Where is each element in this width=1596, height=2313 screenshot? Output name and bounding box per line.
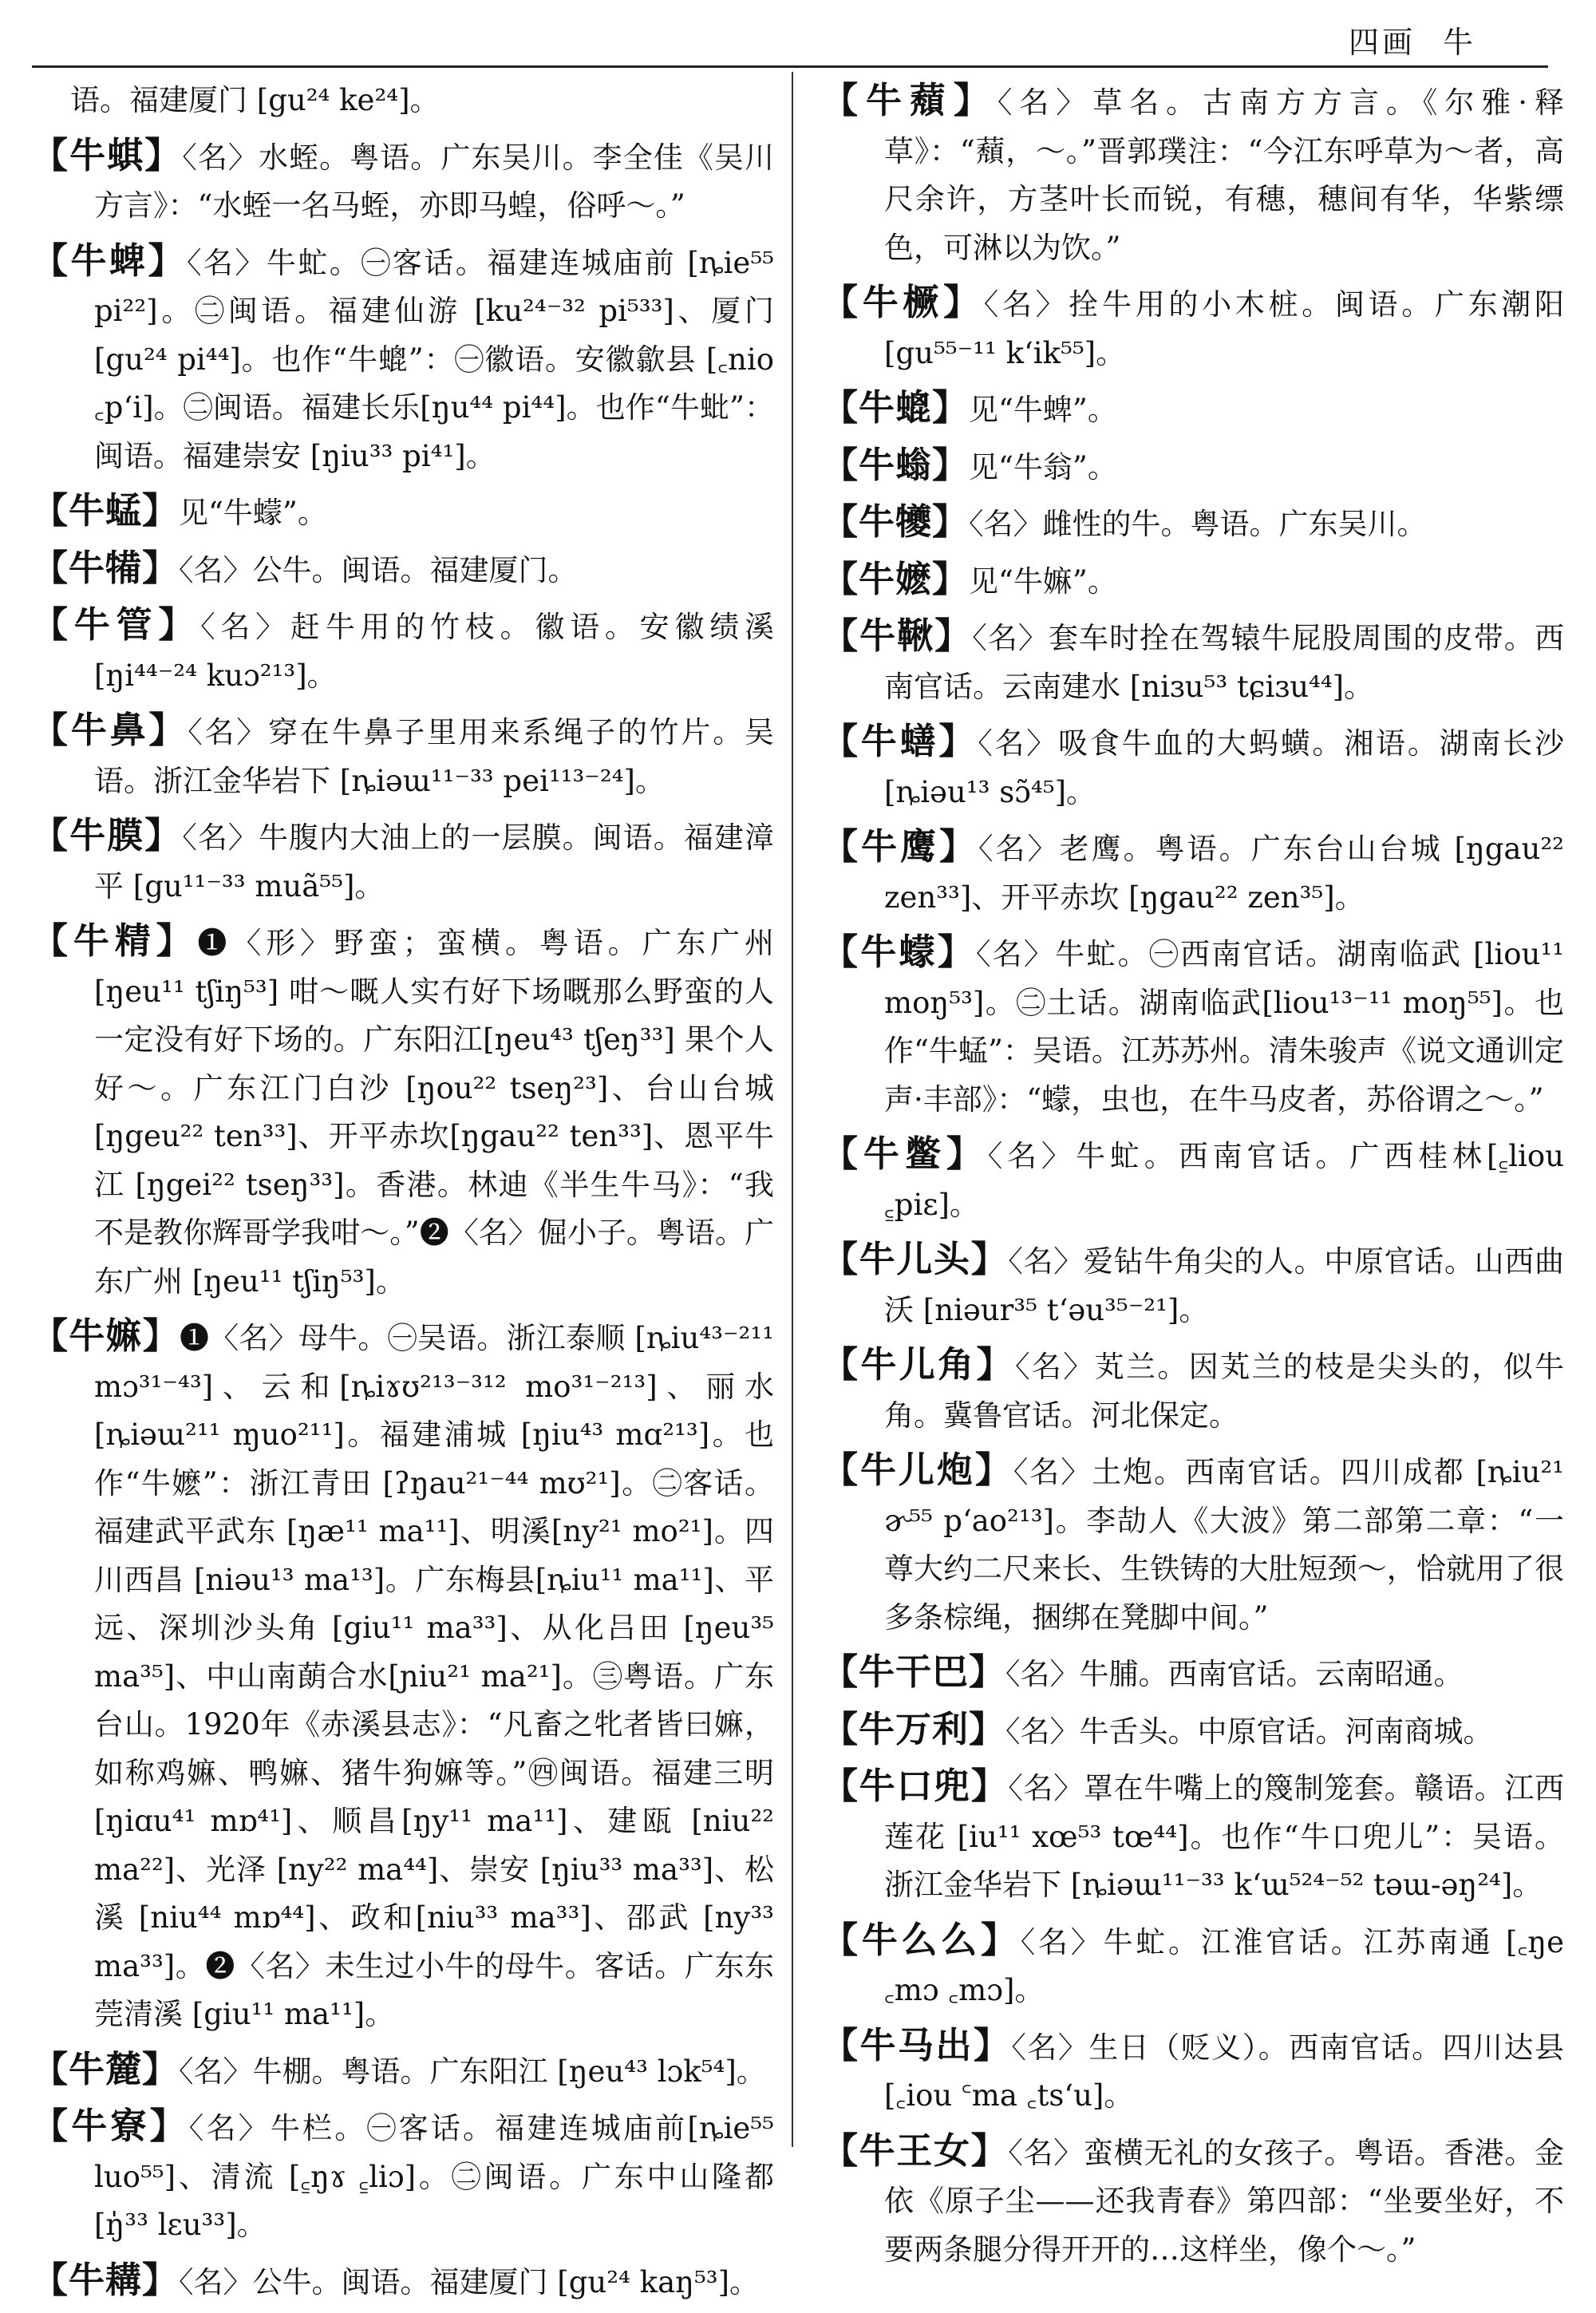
entry-headword: 【牛儿炮】 bbox=[822, 1449, 1013, 1491]
entry-headword: 【牛么么】 bbox=[822, 1918, 1021, 1961]
entry-headword: 【牛蟮】 bbox=[822, 720, 978, 762]
entry-headword: 【牛管】 bbox=[32, 603, 201, 646]
dictionary-entry bbox=[32, 1312, 774, 2039]
dictionary-entry bbox=[822, 384, 1564, 435]
entry-headword: 【牛蜢】 bbox=[32, 489, 180, 532]
entry-headword: 【牛万利】 bbox=[822, 1707, 1006, 1750]
entry-headword: 【牛干巴】 bbox=[822, 1651, 1006, 1693]
dictionary-entry bbox=[32, 237, 774, 481]
entry-headword: 【牛王女】 bbox=[822, 2129, 1009, 2172]
header-char: 牛 bbox=[1442, 25, 1476, 60]
dictionary-entry bbox=[822, 1130, 1564, 1229]
entry-headword: 【牛橛】 bbox=[822, 281, 984, 323]
entry-headword: 【牛耩】 bbox=[32, 2258, 180, 2301]
left-column bbox=[32, 77, 774, 2313]
entry-headword: 【牛精】 bbox=[32, 919, 198, 962]
entry-definition: 〈名〉土炮。西南官话。四川成都 [ȵiu²¹ ɚ⁵⁵ p‘ao²¹³]。李劼人《大波》第二部第二章：“一尊大约二尺来长、生铁铸的大肚短颈～，恰就用了很多条棕绳，捆绑在凳脚中间。” bbox=[884, 1455, 1564, 1635]
dictionary-entry bbox=[822, 279, 1564, 378]
entry-definition: 〈名〉穿在牛鼻子里用来系绳子的竹片。吴语。浙江金华岩下 [ȵiəɯ¹¹⁻³³ pei¹¹³⁻²⁴]。 bbox=[94, 715, 774, 798]
entry-headword: 【牛鳖】 bbox=[822, 1133, 988, 1175]
dictionary-entry bbox=[822, 928, 1564, 1124]
entry-headword: 【牛儿角】 bbox=[822, 1343, 1015, 1386]
dictionary-entry bbox=[822, 1341, 1564, 1440]
entry-headword: 【牛嬷】 bbox=[822, 557, 970, 600]
entry-definition: 〈名〉牛腹内大油上的一层膜。闽语。福建漳平 [gu¹¹⁻³³ muã⁵⁵]。 bbox=[94, 820, 774, 903]
dictionary-entry bbox=[822, 1762, 1564, 1910]
entry-definition: 〈名〉牛虻。江淮官话。江苏南通 [꜀ŋe ꜀mɔ ꜀mɔ]。 bbox=[884, 1924, 1564, 2007]
entry-definition: 〈名〉老鹰。粤语。广东台山台城 [ŋgau²² zen³³]、开平赤坎 [ŋgau²² zen³⁵]。 bbox=[884, 832, 1564, 915]
entry-headword: 【牛膜】 bbox=[32, 814, 183, 856]
entry-definition: 见“牛蠓”。 bbox=[179, 496, 327, 530]
dictionary-entry bbox=[822, 2127, 1564, 2275]
entry-definition: 〈名〉牛虻。㊀西南官话。湖南临武 [liou¹¹ moŋ⁵³]。㊁土话。湖南临武[liou¹³⁻¹¹ moŋ⁵⁵]。也作“牛蜢”：吴语。江苏苏州。清朱骏声《说文通训定声·丰部》：“蠓，虫也，在牛马皮者，苏俗谓之～。” bbox=[884, 937, 1564, 1117]
dictionary-entry bbox=[32, 132, 774, 231]
entry-headword: 【牛鼻】 bbox=[32, 709, 188, 751]
dictionary-entry bbox=[822, 1916, 1564, 2015]
dictionary-entry bbox=[822, 556, 1564, 607]
entry-definition: 〈名〉牛舌头。中原官话。河南商城。 bbox=[1005, 1714, 1493, 1749]
dictionary-entry bbox=[32, 2046, 774, 2097]
entry-definition: 见“牛翁”。 bbox=[969, 449, 1117, 484]
dictionary-entry bbox=[822, 1706, 1564, 1757]
entry-definition: 〈名〉爱钻牛角尖的人。中原官话。山西曲沃 [niəur³⁵ t‘əu³⁵⁻²¹]。 bbox=[884, 1244, 1564, 1327]
entry-headword: 【牛蘈】 bbox=[822, 79, 998, 121]
entry-definition: 〈名〉罩在牛嘴上的篾制笼套。赣语。江西莲花 [iu¹¹ xœ⁵³ tœ⁴⁴]。也作“牛口兜儿”：吴语。浙江金华岩下 [ȵiəɯ¹¹⁻³³ k‘ɯ⁵²⁴⁻⁵² təɯ-əŋ²⁴]。 bbox=[884, 1771, 1564, 1902]
entry-continuation bbox=[32, 77, 774, 125]
dictionary-entry bbox=[32, 487, 774, 538]
entry-headword: 【牛蠓】 bbox=[822, 931, 976, 973]
entry-definition: ❶〈名〉母牛。㊀吴语。浙江泰顺 [ȵiu⁴³⁻²¹¹ mɔ³¹⁻⁴³]、云和[ȵiɤʊ²¹³⁻³¹² mo³¹⁻²¹³]、丽水[ȵiəɯ²¹¹ ɱuo²¹¹]。福建浦城 [ŋiu⁴³ mɑ²¹³]。也作“牛嬷”：浙江青田 [ʔŋau²¹⁻⁴⁴ mʊ²¹]。㊁客话。福建武平武东 [ŋæ¹¹ ma¹¹]、明溪[ny²¹ mo²¹]。四川西昌 [niəu¹³ ma¹³]。广东梅县[ȵiu¹¹ ma¹¹]、平远、深圳沙头角 [giu¹¹ ma³³]、从化吕田 [ŋeu³⁵ ma³⁵]、中山南蓢合水[ɲiu²¹ ma²¹]。㊂粤语。广东台山。1920年《赤溪县志》：“凡畜之牝者皆曰嫲，如称鸡嫲、鸭嫲、猪牛狗嫲等。”㊃闽语。福建三明[ŋiɑu⁴¹ mɒ⁴¹]、顺昌[ŋy¹¹ ma¹¹]、建瓯 [niu²² ma²²]、光泽 [ny²² ma⁴⁴]、崇安 [ŋiu³³ ma³³]、松溪 [niu⁴⁴ mɒ⁴⁴]、政和[niu³³ ma³³]、邵武 [ny³³ ma³³]。❷〈名〉未生过小牛的母牛。客话。广东东莞清溪 [giu¹¹ ma¹¹]。 bbox=[94, 1321, 774, 2031]
entry-definition: 〈名〉公牛。闽语。福建厦门 [gu²⁴ kaŋ⁵³]。 bbox=[179, 2264, 760, 2299]
entry-headword: 【牛犕】 bbox=[32, 546, 180, 589]
dictionary-entry bbox=[822, 1236, 1564, 1334]
entry-headword: 【牛鞦】 bbox=[822, 615, 973, 657]
entry-definition: 〈名〉公牛。闽语。福建厦门。 bbox=[179, 552, 578, 587]
entry-definition: 〈名〉牛脯。西南官话。云南昭通。 bbox=[1005, 1657, 1464, 1691]
running-header bbox=[1321, 18, 1476, 61]
dictionary-entry bbox=[32, 917, 774, 1306]
entry-definition: 〈名〉拴牛用的小木桩。闽语。广东潮阳[gu⁵⁵⁻¹¹ k‘ik⁵⁵]。 bbox=[884, 287, 1564, 370]
entry-headword: 【牛螕】 bbox=[822, 386, 970, 429]
entry-definition: 语。福建厦门 [gu²⁴ ke²⁴]。 bbox=[70, 83, 440, 117]
entry-headword: 【牛犪】 bbox=[822, 500, 970, 543]
entry-definition: 〈名〉吸食牛血的大蚂蟥。湘语。湖南长沙 [ȵiəu¹³ sɔ̃⁴⁵]。 bbox=[884, 726, 1564, 809]
dictionary-entry bbox=[822, 1446, 1564, 1642]
dictionary-entry bbox=[32, 706, 774, 805]
dictionary-entry bbox=[822, 612, 1564, 711]
entry-definition: 〈名〉牛虻。㊀客话。福建连城庙前 [ȵie⁵⁵ pi²²]。㊁闽语。福建仙游 [ku²⁴⁻³² pi⁵³³]、厦门 [gu²⁴ pi⁴⁴]。也作“牛螕”：㊀徽语。安徽歙县 [꜀nio ꜀p‘i]。㊁闽语。福建长乐[ŋu⁴⁴ pi⁴⁴]。也作“牛蚍”：闽语。福建崇安 [ŋiu³³ pi⁴¹]。 bbox=[94, 245, 774, 473]
entry-definition: 〈名〉生日（贬义）。西南官话。四川达县 [꜀iou ꜂ma ꜀ts‘u]。 bbox=[884, 2030, 1564, 2113]
entry-definition: 〈名〉蛮横无礼的女孩子。粤语。香港。金依《原子尘——还我青春》第四部：“坐要坐好，不要两条腿分得开开的…这样坐，像个～。” bbox=[884, 2135, 1564, 2267]
entry-definition: 见“牛蜱”。 bbox=[969, 393, 1117, 427]
entry-headword: 【牛蜞】 bbox=[32, 133, 183, 176]
dictionary-entry bbox=[32, 601, 774, 700]
entry-definition: 〈名〉水蛭。粤语。广东吴川。李全佳《吴川方言》：“水蛭一名马蛭，亦即马蝗，俗呼～。” bbox=[94, 140, 774, 223]
entry-definition: 〈名〉套车时拴在驾辕牛屁股周围的皮带。西南官话。云南建水 [niɜu⁵³ tɕiɜu⁴⁴]。 bbox=[884, 621, 1564, 704]
entry-definition: 〈名〉牛棚。粤语。广东阳江 [ŋeu⁴³ lɔk⁵⁴]。 bbox=[179, 2054, 766, 2089]
entry-headword: 【牛口兜】 bbox=[822, 1765, 1009, 1807]
dictionary-entry bbox=[822, 2022, 1564, 2121]
entry-definition: 〈名〉牛栏。㊀客话。福建连城庙前[ȵie⁵⁵ luo⁵⁵]、清流 [꜁ŋɤ ꜁liɔ]。㊁闽语。广东中山隆都 [ŋ̍³³ lɛu³³]。 bbox=[94, 2111, 774, 2242]
dictionary-entry bbox=[822, 1648, 1564, 1699]
entry-definition: 〈名〉雌性的牛。粤语。广东吴川。 bbox=[969, 507, 1427, 541]
dictionary-entry bbox=[822, 77, 1564, 272]
dictionary-entry bbox=[822, 718, 1564, 816]
entry-headword: 【牛儿头】 bbox=[822, 1238, 1009, 1280]
dictionary-entry bbox=[32, 544, 774, 595]
entry-headword: 【牛寮】 bbox=[32, 2105, 189, 2147]
dictionary-entry bbox=[32, 2102, 774, 2250]
entry-headword: 【牛马出】 bbox=[822, 2023, 1012, 2066]
entry-definition: 〈名〉牛虻。西南官话。广西桂林[꜁liou ꜁piɛ]。 bbox=[884, 1139, 1564, 1222]
dictionary-entry bbox=[822, 498, 1564, 549]
dictionary-entry bbox=[32, 2256, 774, 2307]
entry-definition: 〈名〉草名。古南方方言。《尔雅·释草》：“蘈，～。”晋郭璞注：“今江东呼草为～者，高尺余许，方茎叶长而锐，有穗，穗间有华，华紫缥色，可淋以为饮。” bbox=[884, 85, 1564, 265]
header-rule bbox=[32, 65, 1548, 68]
header-section: 四画 bbox=[1348, 25, 1416, 60]
entry-definition: 〈名〉赶牛用的竹枝。徽语。安徽绩溪 [ŋi⁴⁴⁻²⁴ kuɔ²¹³]。 bbox=[94, 610, 774, 693]
entry-headword: 【牛螉】 bbox=[822, 443, 970, 486]
entry-definition: ❶〈形〉野蛮；蛮横。粤语。广东广州 [ŋeu¹¹ tʃiŋ⁵³] 咁～嘅人实冇好下场嘅那么野蛮的人一定没有好下场的。广东阳江[ŋeu⁴³ tʃeŋ³³] 果个人好～。广东江门白沙 [ŋou²² tseŋ²³]、台山台城 [ŋgeu²² ten³³]、开平赤坎[ŋgau²² ten³³]、恩平牛江 [ŋgei²² tseŋ³³]。香港。林迪《半生牛马》：“我不是教你辉哥学我咁～。”❷〈名〉倔小子。粤语。广东广州 [ŋeu¹¹ tʃiŋ⁵³]。 bbox=[94, 926, 774, 1299]
entry-headword: 【牛鹰】 bbox=[822, 825, 979, 868]
dictionary-entry bbox=[32, 812, 774, 911]
entry-definition: 〈名〉芄兰。因芄兰的枝是尖头的，似牛角。冀鲁官话。河北保定。 bbox=[884, 1350, 1564, 1433]
entry-headword: 【牛蜱】 bbox=[32, 239, 187, 282]
right-column bbox=[822, 77, 1564, 2280]
column-divider bbox=[792, 72, 793, 2147]
entry-headword: 【牛嫲】 bbox=[32, 1315, 180, 1357]
dictionary-entry bbox=[822, 441, 1564, 492]
entry-definition: 见“牛嫲”。 bbox=[969, 563, 1117, 599]
entry-headword: 【牛麓】 bbox=[32, 2047, 180, 2090]
dictionary-entry bbox=[822, 823, 1564, 922]
